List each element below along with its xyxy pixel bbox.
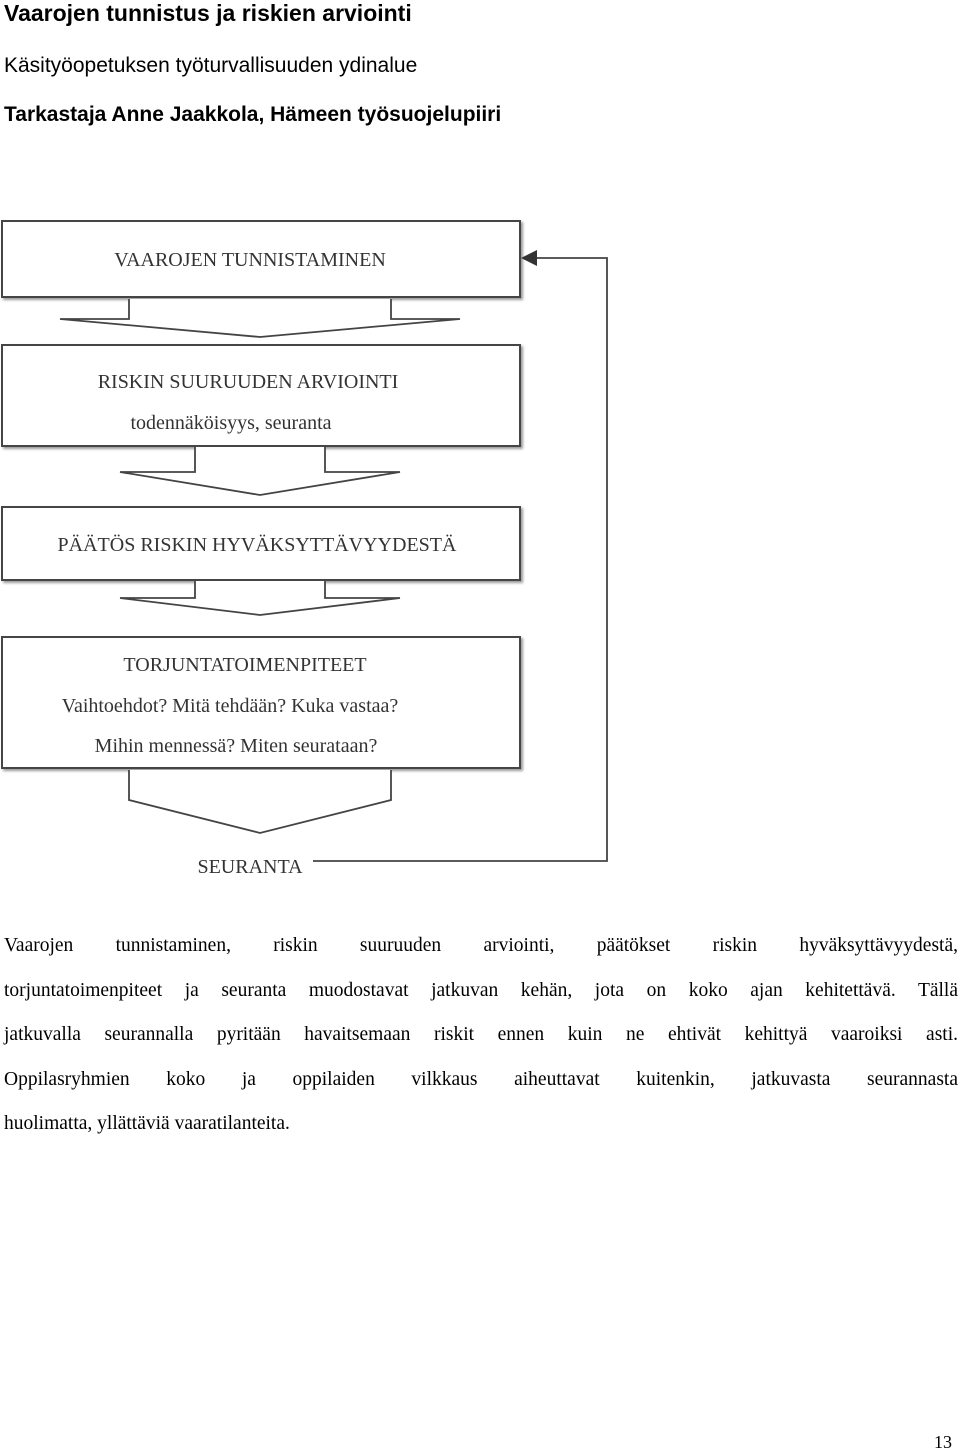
down-arrow-3 — [120, 581, 400, 615]
down-arrow-1 — [60, 299, 460, 337]
page-number: 13 — [934, 1432, 952, 1452]
step1-title: VAAROJEN TUNNISTAMINEN — [114, 249, 386, 271]
down-arrow-2 — [120, 447, 400, 495]
document-author: Tarkastaja Anne Jaakkola, Hämeen työsuojelupiiri — [4, 103, 502, 126]
step5-title: SEURANTA — [197, 856, 303, 878]
document-title: Vaarojen tunnistus ja riskien arviointi — [4, 0, 412, 26]
flow-step-hazard-identification — [2, 221, 520, 297]
flow-step-risk-acceptability-decision — [2, 507, 520, 580]
body-line: huolimatta, yllättäviä vaaratilanteita. — [4, 1113, 290, 1134]
body-line: jatkuvalla seurannalla pyritään havaitsemaan riskit ennen kuin ne ehtivät kehittyä vaaroiksi asti. — [4, 1024, 958, 1045]
step4-questions-2: Mihin mennessä? Miten seurataan? — [94, 735, 378, 757]
body-line: Oppilasryhmien koko ja oppilaiden vilkkaus aiheuttavat kuitenkin, jatkuvasta seurannasta — [4, 1068, 958, 1090]
flow-step-risk-magnitude-assessment — [2, 345, 520, 446]
body-line: torjuntatoimenpiteet ja seuranta muodostavat jatkuvan kehän, jota on koko ajan kehitettävä. Tällä — [4, 979, 958, 1001]
step3-title: PÄÄTÖS RISKIN HYVÄKSYTTÄVYYDESTÄ — [57, 534, 457, 556]
step2-title: RISKIN SUURUUDEN ARVIOINTI — [97, 371, 399, 393]
step4-title: TORJUNTATOIMENPITEET — [123, 654, 367, 676]
body-paragraph — [4, 924, 958, 1147]
body-line: Vaarojen tunnistaminen, riskin suuruuden arviointi, päätökset riskin hyväksyttävyydestä, — [4, 935, 958, 956]
down-arrow-4 — [129, 770, 391, 833]
step2-detail: todennäköisyys, seuranta — [130, 412, 332, 434]
document-subtitle: Käsityöopetuksen työturvallisuuden ydinalue — [4, 54, 418, 77]
step4-questions-1: Vaihtoehdot? Mitä tehdään? Kuka vastaa? — [61, 695, 399, 717]
flow-step-control-measures — [2, 637, 520, 768]
